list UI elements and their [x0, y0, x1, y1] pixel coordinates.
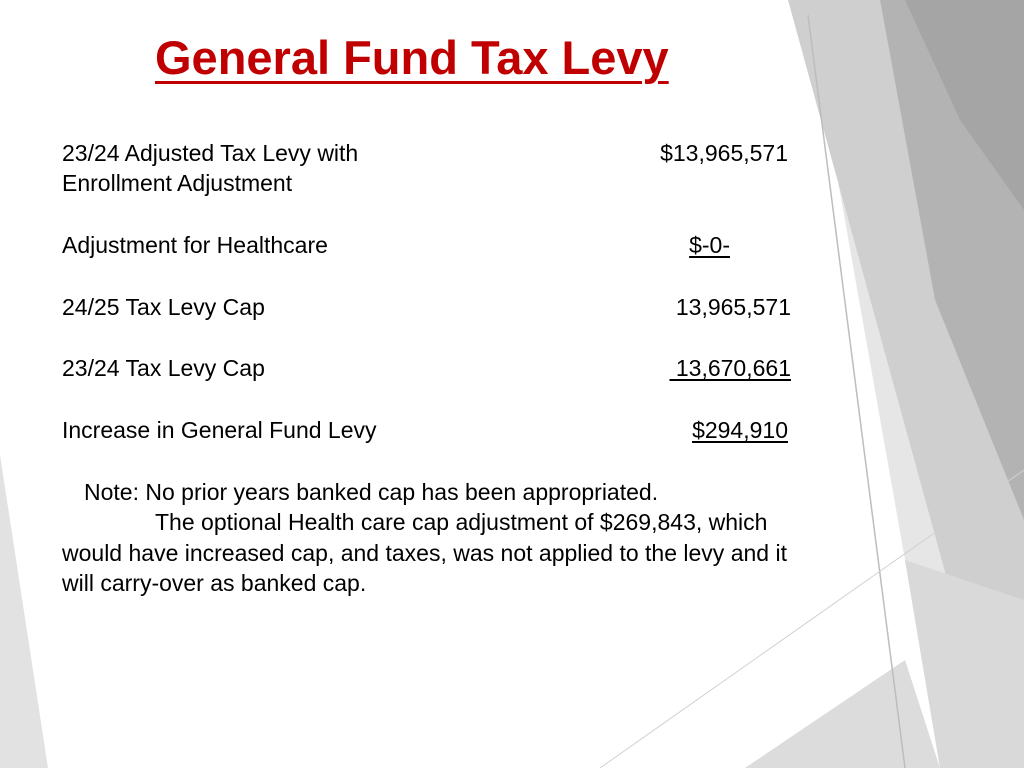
note-line-3: would have increased cap, and taxes, was not applied to the levy and it: [62, 540, 787, 566]
row-label-increase: Increase in General Fund Levy: [62, 417, 377, 443]
note-line-4: will carry-over as banked cap.: [62, 570, 367, 596]
row-label-2324-cap: 23/24 Tax Levy Cap: [62, 355, 265, 381]
note-line-2: The optional Health care cap adjustment of $269,843, which: [155, 509, 768, 535]
row-label-adjusted-levy-line2: Enrollment Adjustment: [62, 170, 293, 196]
page-title: General Fund Tax Levy: [155, 31, 669, 84]
note-line-1: Note: No prior years banked cap has been appropriated.: [84, 479, 659, 505]
right-decor-corner: [745, 660, 940, 768]
row-value-2425-cap: 13,965,571: [675, 294, 791, 320]
row-value-increase: $294,910: [692, 417, 788, 443]
row-label-adjusted-levy-line1: 23/24 Adjusted Tax Levy with: [62, 140, 359, 166]
row-label-healthcare: Adjustment for Healthcare: [62, 232, 328, 258]
left-decor-shape: [0, 455, 48, 768]
row-value-healthcare: $-0-: [689, 232, 730, 258]
row-value-2324-cap: 13,670,661: [669, 355, 791, 381]
row-label-2425-cap: 24/25 Tax Levy Cap: [62, 294, 265, 320]
row-value-adjusted-levy: $13,965,571: [660, 140, 788, 166]
